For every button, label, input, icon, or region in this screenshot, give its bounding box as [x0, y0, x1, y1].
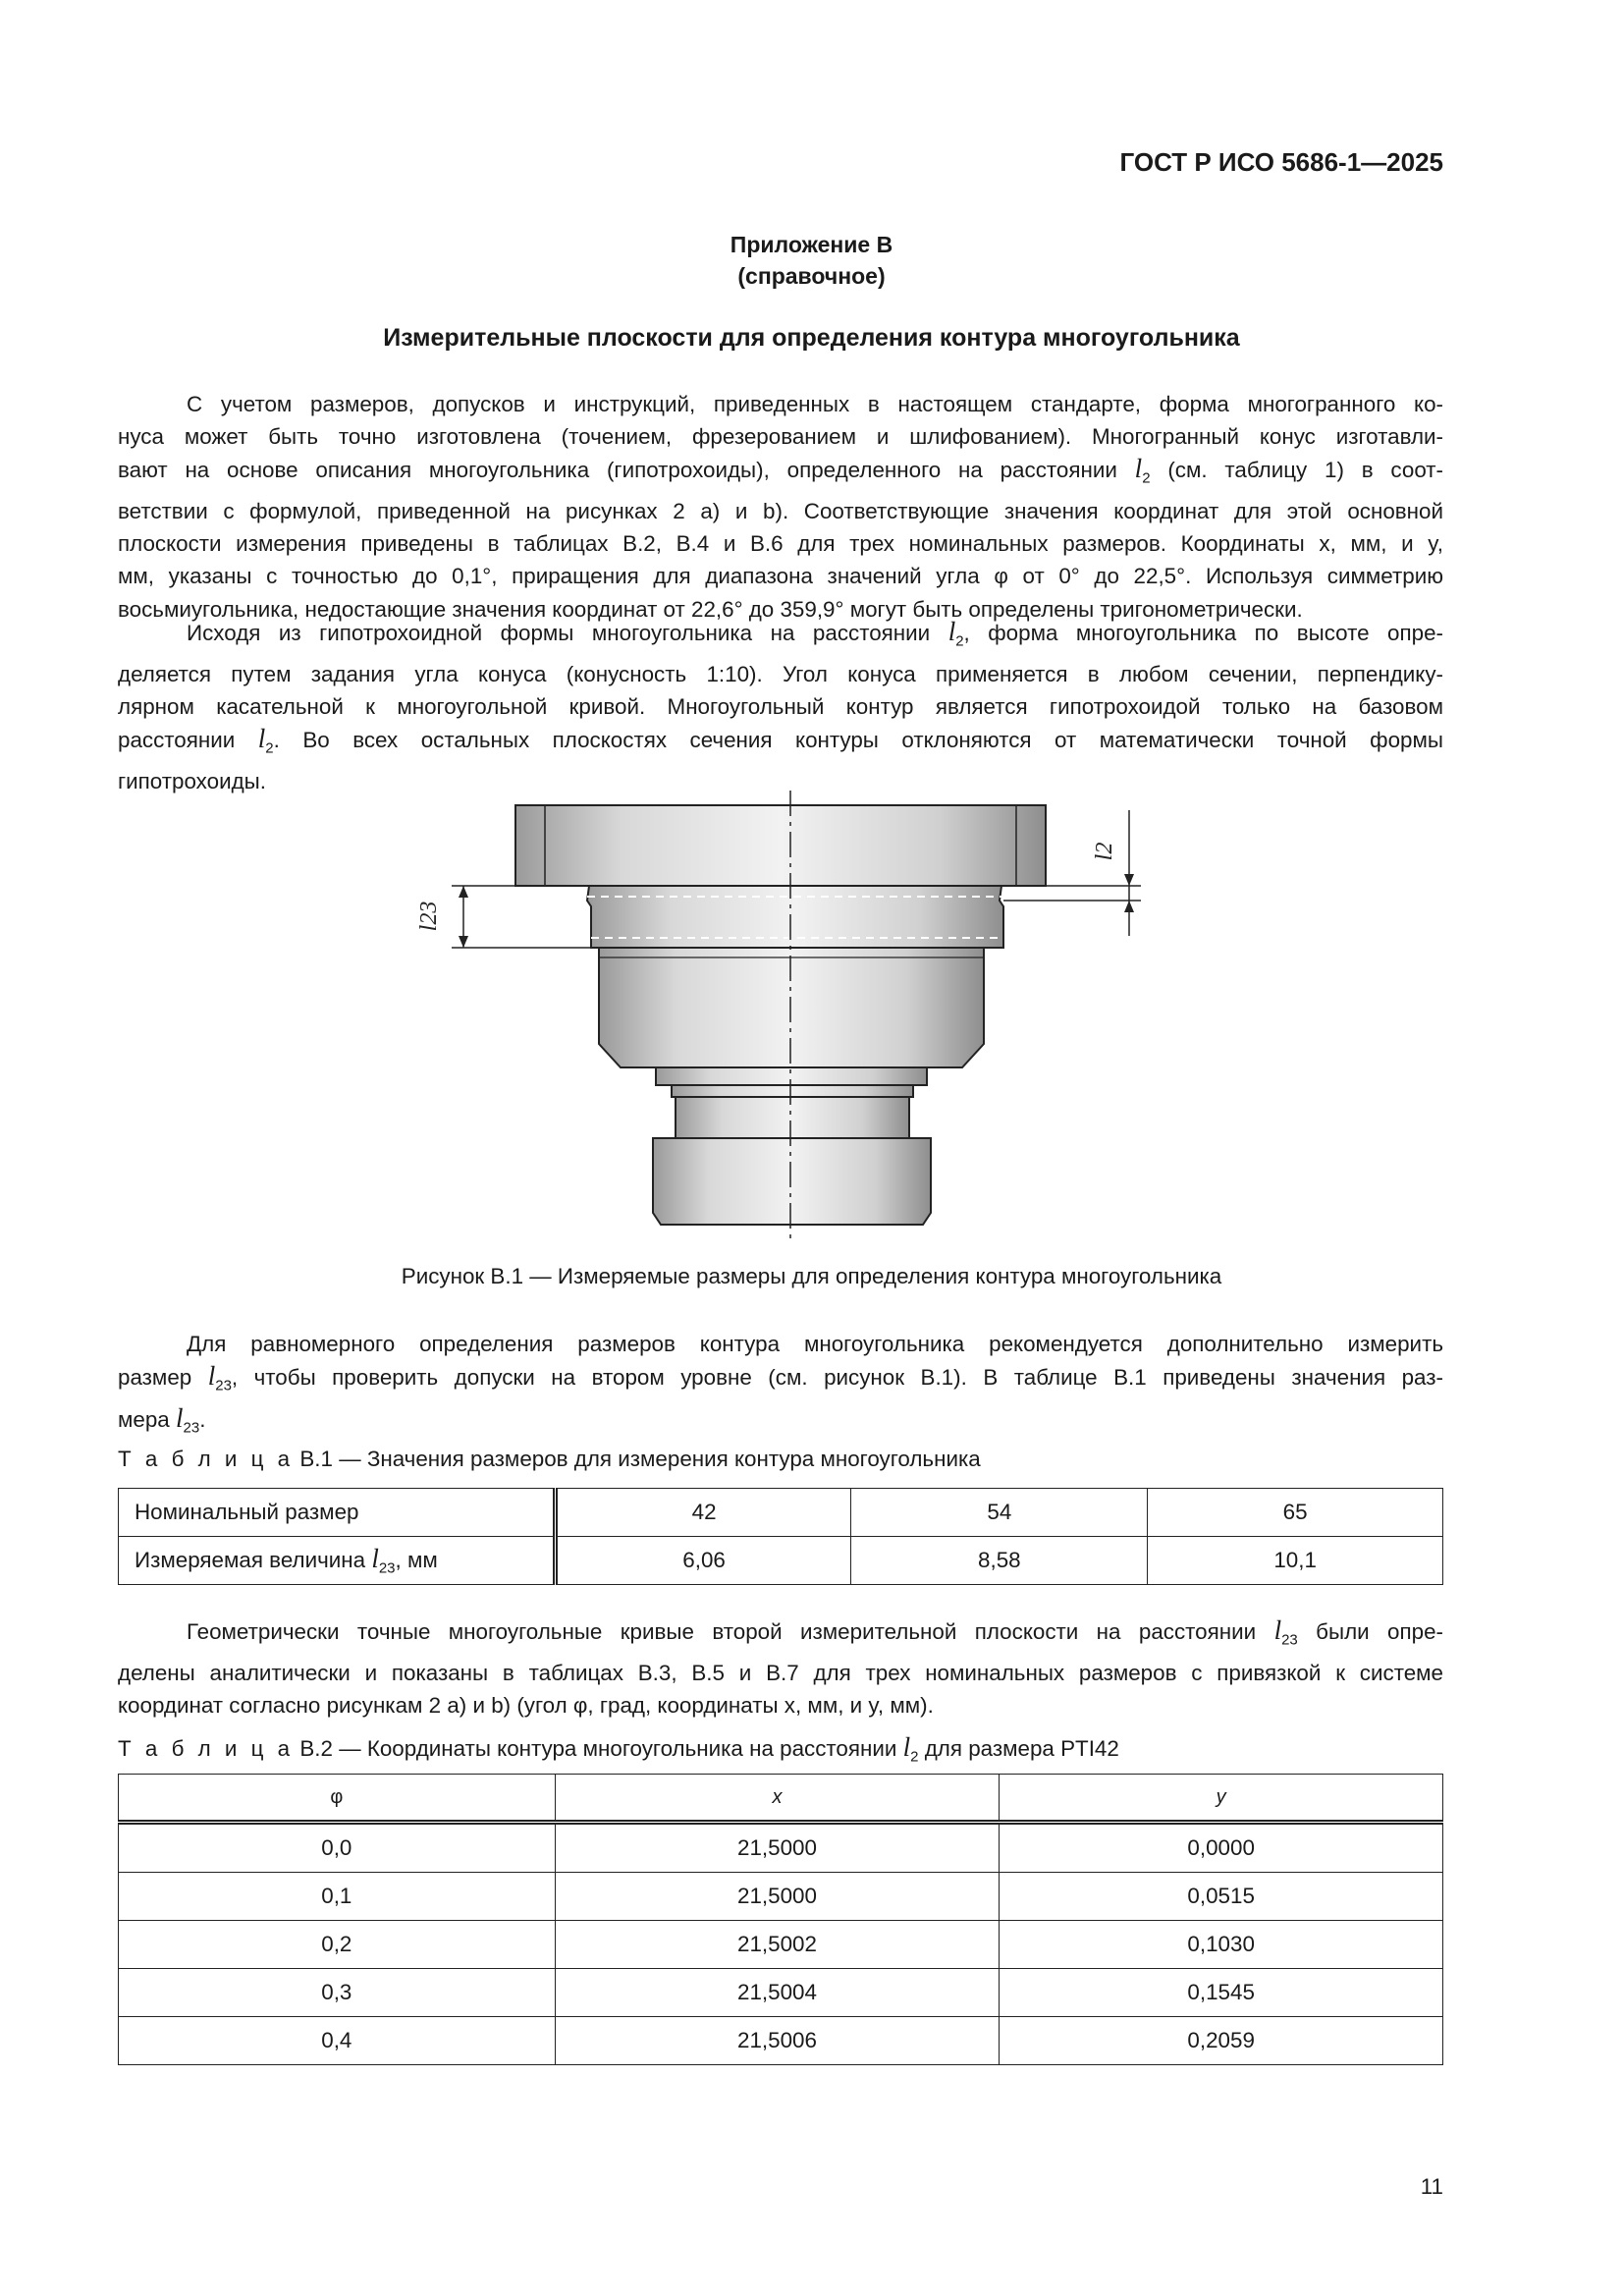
label-l2: l2 — [1092, 842, 1117, 861]
text-line: Геометрически точные многоугольные кривые второй измерительной плоскости на расстоянии $l_{23}$ были опре- — [187, 1615, 1443, 1649]
text-line: нуса может быть точно изготовлена (точением, фрезерованием и шлифованием). Многогранный конус изготавли- — [118, 424, 1443, 450]
text-line: Исходя из гипотрохоидной формы многоугольника на расстоянии $l_2$, форма многоугольника по высоте опре- — [187, 617, 1443, 650]
table-row: 0,4 21,5006 0,2059 — [119, 2017, 1443, 2065]
table-row: 0,1 21,5000 0,0515 — [119, 1873, 1443, 1921]
text-line: деляется путем задания угла конуса (конусность 1:10). Угол конуса применяется в любом сечении, перпендику- — [118, 661, 1443, 686]
text-line: лярном касательной к многоугольной кривой. Многоугольный контур является гипотрохоидой только на базовом — [118, 693, 1443, 719]
text-line: плоскости измерения приведены в таблицах В.2, В.4 и В.6 для трех номинальных размеров. Координаты x, мм, и y, — [118, 531, 1443, 557]
end-cylinder — [653, 1138, 931, 1225]
appendix-subtitle: (справочное) — [737, 263, 886, 289]
paragraph-3 — [118, 1328, 1443, 1445]
table-row: Измеряемая величина $l_{23}$, мм 6,06 8,58 10,1 — [119, 1537, 1443, 1585]
text-line: мм, указаны с точностью до 0,1°, приращения для диапазона значений угла φ от 0° до 22,5°. Используя симметрию — [118, 564, 1443, 589]
paragraph-4 — [118, 1614, 1443, 1722]
appendix-title: Приложение В — [730, 232, 893, 257]
table1-caption: Т а б л и ц а В.1 — Значения размеров для измерения контура многоугольника — [118, 1447, 981, 1471]
table-row: 0,2 21,5002 0,1030 — [119, 1921, 1443, 1969]
text-line: Для равномерного определения размеров контура многоугольника рекомендуется дополнительно измерить — [187, 1332, 1443, 1356]
text-line: делены аналитически и показаны в таблицах В.3, В.5 и В.7 для трех номинальных размеров с привязкой к системе — [118, 1660, 1443, 1685]
table-row: Номинальный размер 42 54 65 — [119, 1489, 1443, 1537]
paragraph-2 — [118, 616, 1443, 797]
text-line: размер $l_{23}$, чтобы проверить допуски на втором уровне (см. рисунок В.1). В таблице В.1 приведены значения раз- — [118, 1361, 1443, 1394]
table-row: 0,0 21,5000 0,0000 — [119, 1823, 1443, 1873]
table-header-row: φ x y — [119, 1775, 1443, 1823]
page-number: 11 — [1420, 2174, 1443, 2199]
table-row: 0,3 21,5004 0,1545 — [119, 1969, 1443, 2017]
text-line: восьмиугольника, недостающие значения координат от 22,6° до 359,9° могут быть определены тригонометрически. — [118, 596, 1303, 622]
text-line: ветствии с формулой, приведенной на рисунках 2 a) и b). Соответствующие значения координат для этой основной — [118, 499, 1443, 524]
body — [599, 948, 984, 1067]
figure-caption: Рисунок В.1 — Измеряемые размеры для определения контура многоугольника — [401, 1264, 1222, 1288]
section-title: Измерительные плоскости для определения контура многоугольника — [383, 324, 1240, 352]
table-b2 — [118, 1774, 1443, 2065]
paragraph-1 — [118, 388, 1443, 626]
text-line: С учетом размеров, допусков и инструкций, приведенных в настоящем стандарте, форма многогранного ко- — [187, 392, 1443, 416]
text-line: гипотрохоиды. — [118, 768, 266, 793]
text-line: мера $l_{23}$. — [118, 1402, 206, 1437]
text-line: координат согласно рисункам 2 a) и b) (угол φ, град, координаты x, мм, и y, мм). — [118, 1692, 934, 1718]
table-b1 — [118, 1488, 1443, 1585]
text-line: расстоянии $l_2$. Во всех остальных плоскостях сечения контуры отклоняются от математически точной формы — [118, 724, 1443, 757]
flange — [515, 805, 1046, 886]
measurement-figure — [412, 791, 1159, 1242]
text-line: вают на основе описания многоугольника (гипотрохоиды), определенного на расстоянии $l_2$ (см. таблицу 1) в соот- — [118, 454, 1443, 487]
standard-code: ГОСТ Р ИСО 5686-1—2025 — [1119, 147, 1443, 177]
label-l23: l23 — [416, 901, 442, 932]
table2-caption: Т а б л и ц а В.2 — Координаты контура многоугольника на расстоянии $l_2$ для размера PTI42 — [118, 1732, 1119, 1766]
